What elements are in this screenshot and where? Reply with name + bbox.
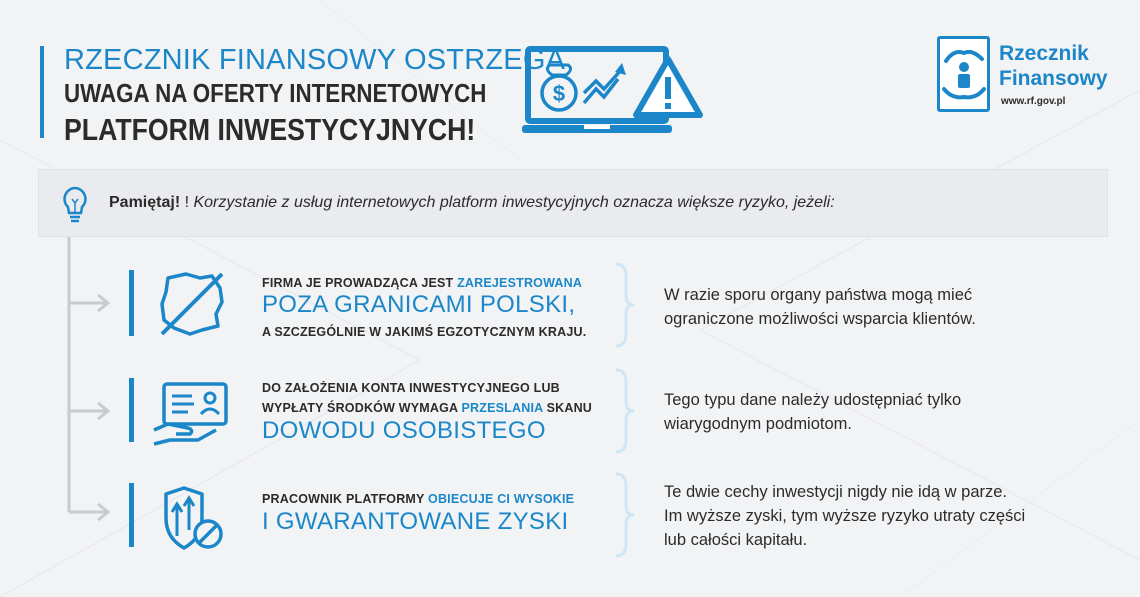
- risk-3-line1-accent: OBIECUJE CI WYSOKIE: [428, 492, 575, 506]
- brace-divider: [610, 262, 640, 348]
- risk-2-note-line2: wiarygodnym podmiotom.: [664, 415, 852, 433]
- remember-message: Korzystanie z usług internetowych platform inwestycyjnych oznacza większe ryzyko, jeżeli:: [193, 194, 835, 211]
- risk-2-line2: [262, 401, 592, 415]
- shield-arrow-prohibited-icon: [150, 484, 232, 556]
- risk-3-note-line3: lub całości kapitału.: [664, 531, 808, 549]
- row-accent-bar: [129, 270, 134, 336]
- remember-text: [109, 194, 835, 212]
- logo-emblem: [937, 36, 990, 112]
- risk-2-line2-plain: WYPŁATY ŚRODKÓW WYMAGA: [262, 401, 462, 415]
- rzecznik-finansowy-logo[interactable]: [937, 36, 1112, 114]
- remember-separator: !: [180, 194, 194, 211]
- brace-divider: [610, 368, 640, 454]
- logo-url[interactable]: www.rf.gov.pl: [1001, 96, 1066, 107]
- risk-2-line1: DO ZAŁOŻENIA KONTA INWESTYCYJNEGO LUB: [262, 381, 560, 395]
- risk-1-note-line2: ograniczone możliwości wsparcia klientów.: [664, 310, 976, 328]
- crossed-map-of-poland-icon: [150, 268, 232, 340]
- id-card-in-hand-icon: [150, 378, 232, 450]
- risk-3-line1: [262, 492, 574, 506]
- remember-banner: [38, 169, 1108, 237]
- risk-2-line2-accent: PRZESLANIA: [461, 401, 543, 415]
- header-title-line2: UWAGA NA OFERTY INTERNETOWYCH: [64, 78, 487, 108]
- row-accent-bar: [129, 378, 134, 442]
- risk-2-headline: DOWODU OSOBISTEGO: [262, 417, 546, 444]
- risk-1-text: [262, 276, 586, 339]
- logo-name-line2: Finansowy: [999, 67, 1108, 90]
- header-title-line1: RZECZNIK FINANSOWY OSTRZEGA: [64, 44, 566, 76]
- lightbulb-icon: [61, 185, 89, 225]
- risk-3-text: [262, 492, 574, 536]
- risk-1-line3: A SZCZEGÓLNIE W JAKIMŚ EGZOTYCZNYM KRAJU.: [262, 325, 587, 339]
- svg-text:$: $: [552, 81, 566, 106]
- risk-1-headline: POZA GRANICAMI POLSKI,: [262, 291, 576, 318]
- risk-1-note-line1: W razie sporu organy państwa mogą mieć: [664, 286, 973, 304]
- risk-3-headline: I GWARANTOWANE ZYSKI: [262, 508, 569, 535]
- remember-label: Pamiętaj!: [109, 194, 181, 211]
- risk-3-line1-plain: PRACOWNIK PLATFORMY: [262, 492, 429, 506]
- risk-1-line1-plain: FIRMA JE PROWADZĄCA JEST: [262, 276, 458, 290]
- risk-2-text: [262, 381, 592, 445]
- risk-3-note-line1: Te dwie cechy inwestycji nigdy nie idą w parze.: [664, 483, 1007, 501]
- laptop-warning-icon: [522, 45, 707, 140]
- risk-2-note: [664, 388, 961, 436]
- tree-connectors: [66, 237, 126, 527]
- risk-3-note: [664, 480, 1025, 552]
- risk-3-note-line2: Im wyższe zyski, tym wyższe ryzyko utraty części: [664, 507, 1026, 525]
- risk-1-line1-accent: ZAREJESTROWANA: [457, 276, 583, 290]
- logo-name-line1: Rzecznik: [999, 42, 1089, 65]
- risk-1-line1: [262, 276, 586, 290]
- risk-2-line2-plain-end: SKANU: [542, 401, 593, 415]
- protecting-hands-icon: [940, 39, 987, 109]
- header-title-line3: PLATFORM INWESTYCYJNYCH!: [64, 112, 476, 147]
- risk-1-note: [664, 283, 976, 331]
- risk-2-note-line1: Tego typu dane należy udostępniać tylko: [664, 391, 962, 409]
- row-accent-bar: [129, 483, 134, 547]
- header-accent-bar: [40, 46, 44, 138]
- brace-divider: [610, 472, 640, 558]
